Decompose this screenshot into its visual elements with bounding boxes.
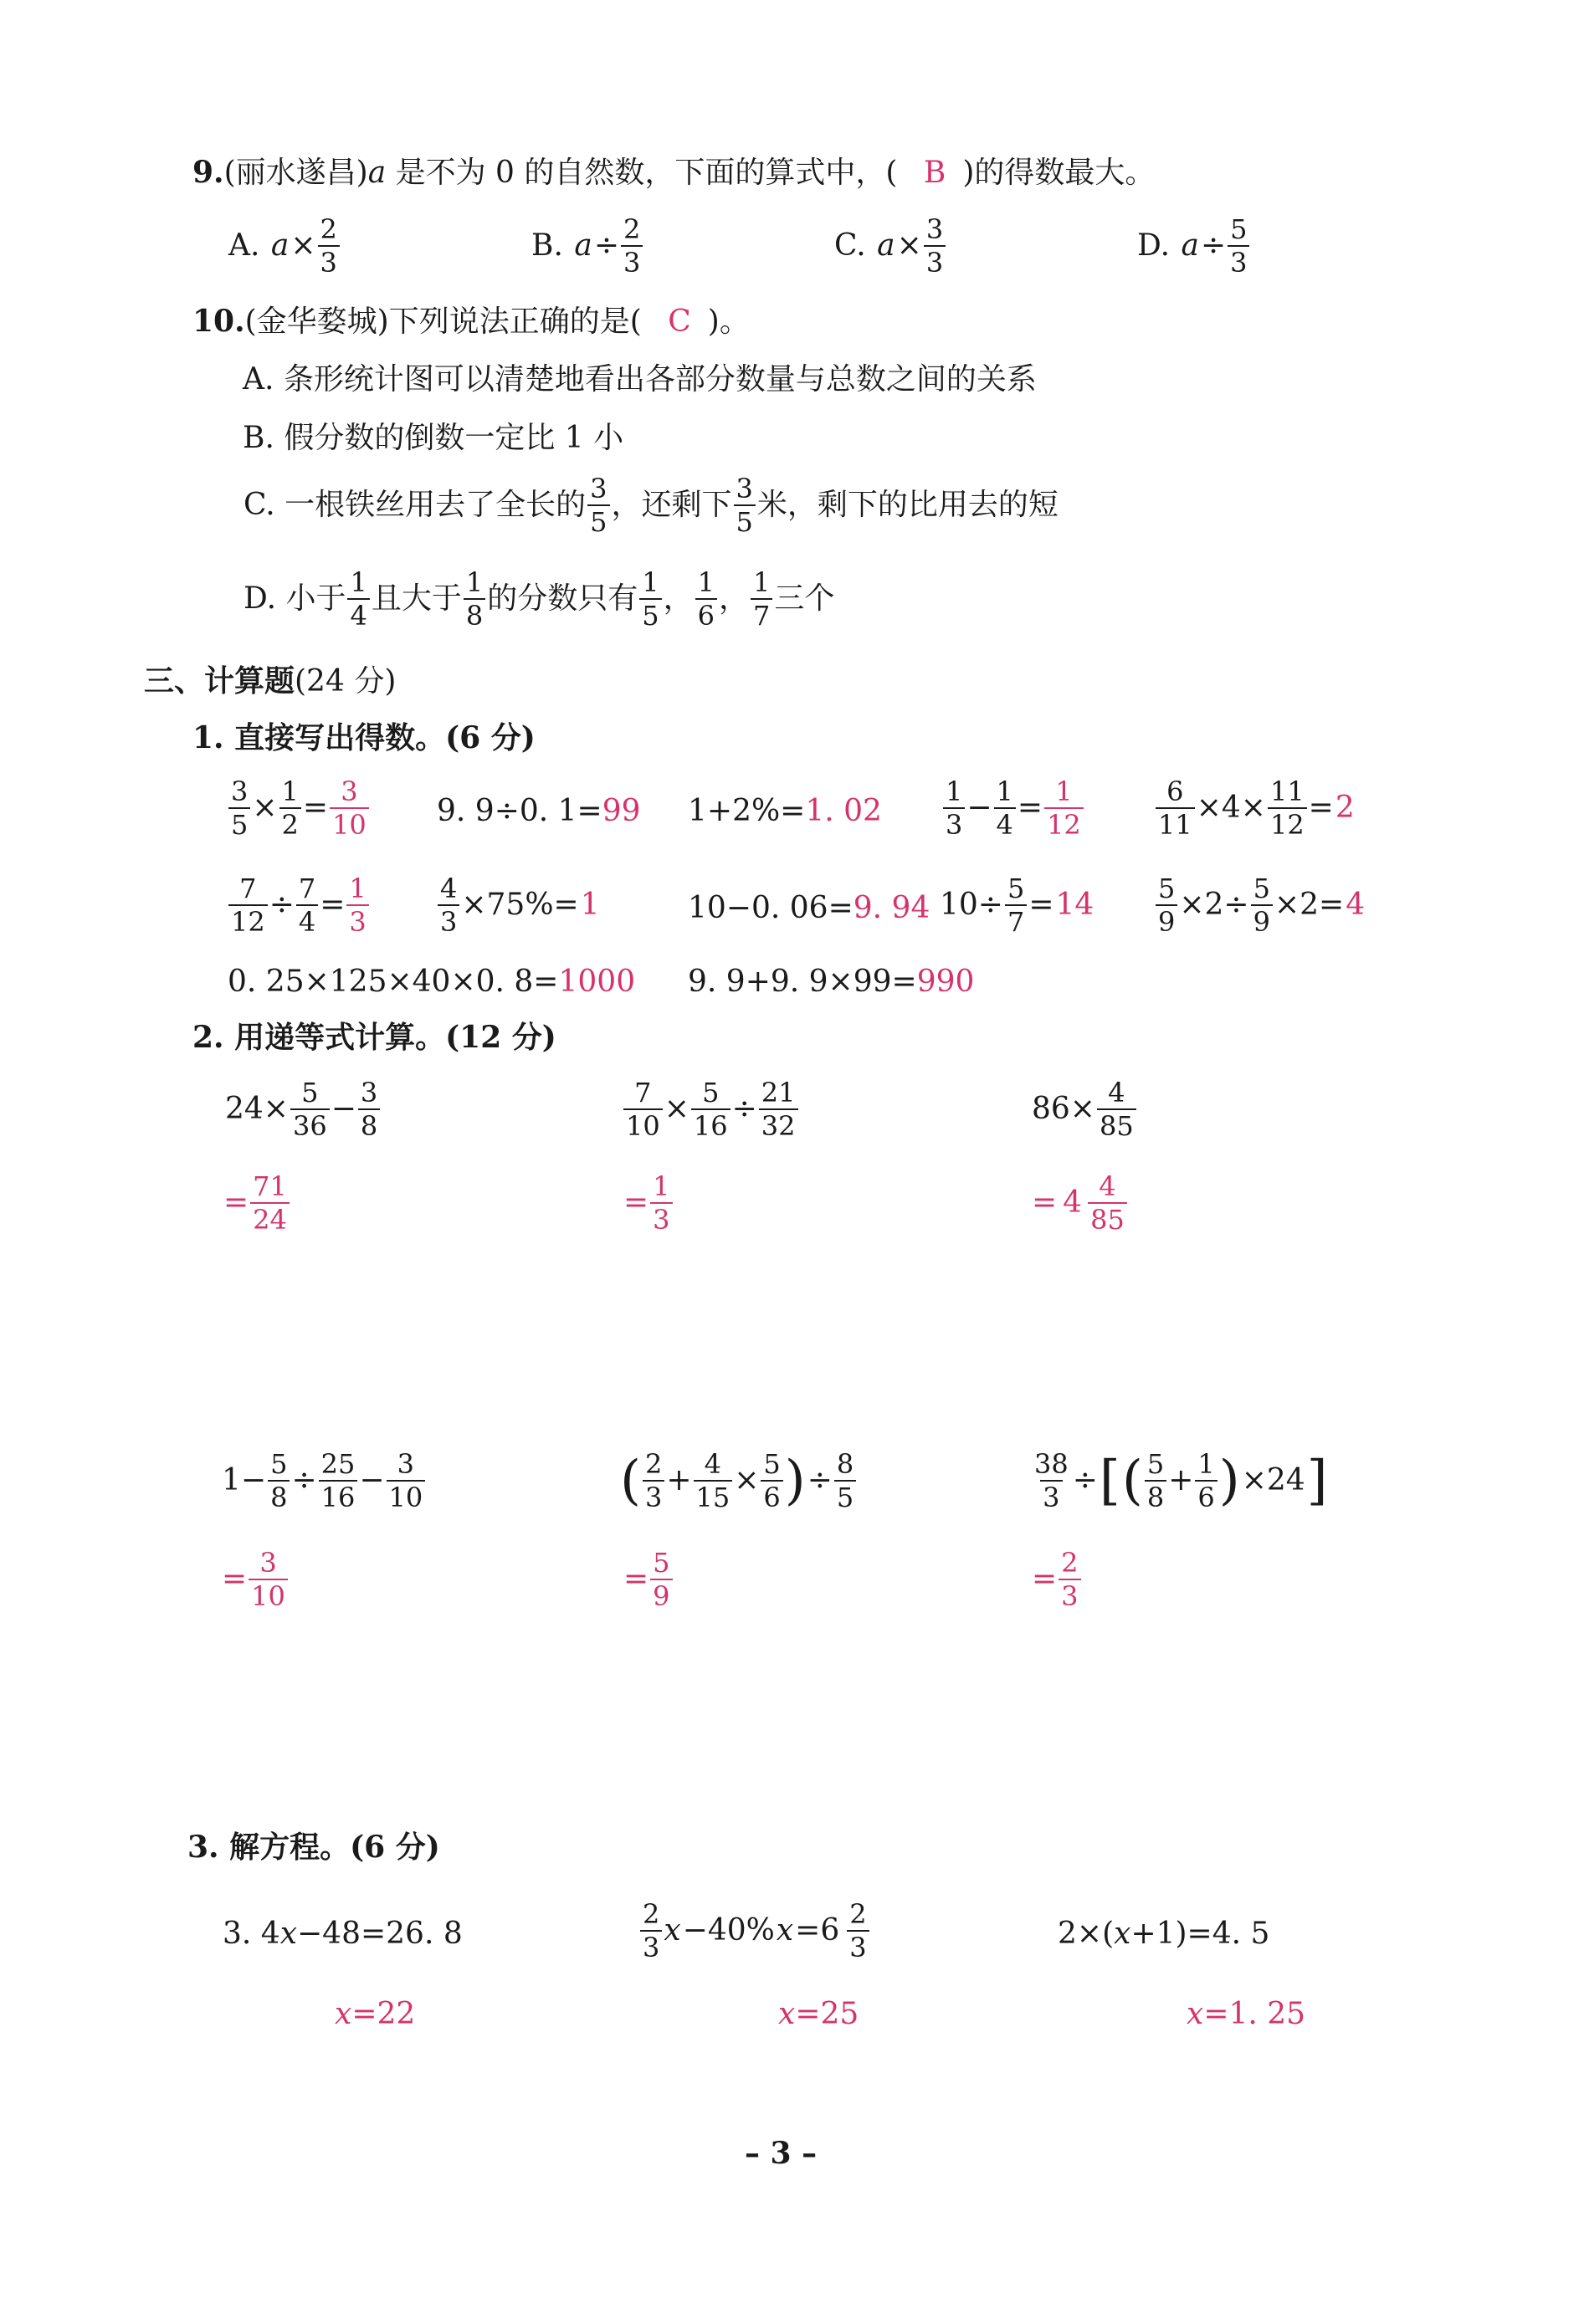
section-score: (24 分): [295, 664, 397, 699]
equals: =: [1032, 1562, 1058, 1596]
denominator: 6: [695, 598, 717, 629]
denominator: 3: [621, 245, 643, 276]
fraction: [1097, 1077, 1136, 1142]
p2-e1-answer: [223, 1170, 290, 1236]
denominator: 3: [1228, 245, 1249, 276]
p1-a5: [1155, 776, 1356, 841]
expression: 10÷: [940, 888, 1003, 922]
fraction: [623, 1077, 663, 1142]
fraction: [438, 873, 459, 938]
denominator: 3: [640, 1930, 662, 1961]
denominator: 7: [1005, 904, 1027, 935]
numerator: 3: [259, 1547, 277, 1579]
denominator: 5: [734, 504, 756, 535]
numerator: 3: [925, 213, 944, 245]
denominator: 6: [1195, 1480, 1217, 1511]
answer-fraction: [330, 776, 369, 841]
answer-fraction: [1044, 776, 1084, 841]
fraction: [318, 213, 340, 279]
left-paren: (: [1121, 1450, 1143, 1512]
operator: +: [1168, 1463, 1194, 1497]
equals: =: [302, 791, 329, 825]
answer: 1: [580, 888, 600, 922]
denominator: 4: [347, 598, 369, 629]
equals: =: [623, 1562, 649, 1596]
operator: −: [359, 1463, 385, 1497]
expression: 3. 4: [223, 1917, 280, 1951]
denominator: 3: [1040, 1480, 1062, 1511]
answer-fraction: [650, 1549, 672, 1610]
p1-a4: [942, 776, 1084, 841]
section-title-text: 三、计算题: [144, 663, 295, 699]
page-number: – 3 –: [745, 2136, 818, 2171]
numerator: 1: [697, 566, 715, 598]
operator: ÷: [807, 1463, 833, 1497]
fraction: [621, 213, 643, 279]
q9-var: a: [367, 156, 387, 190]
operator: −: [966, 791, 992, 825]
option-text: 米，剩下的比用去的短: [756, 488, 1059, 522]
p3-f2-answer: [778, 1999, 859, 2030]
answer: =1. 25: [1203, 1997, 1306, 2031]
p1-b1: [228, 873, 370, 938]
denominator: 3: [1059, 1579, 1080, 1610]
option-label: C.: [834, 228, 866, 263]
q10-stem: [192, 306, 750, 337]
answer: 1000: [558, 965, 636, 999]
fraction: [834, 1448, 856, 1513]
numerator: 5: [763, 1448, 781, 1480]
variable-x: x: [1187, 1997, 1204, 2031]
p2-e3: [1031, 1077, 1137, 1142]
numerator: 7: [634, 1077, 652, 1108]
fraction: [734, 473, 756, 538]
fraction: [759, 1077, 798, 1142]
numerator: 2: [1061, 1547, 1079, 1579]
equals: =: [223, 1185, 249, 1220]
denominator: 6: [761, 1480, 782, 1511]
numerator: 1: [1055, 776, 1073, 807]
denominator: 3: [643, 1480, 664, 1511]
denominator: 3: [943, 807, 965, 838]
fraction: [994, 776, 1016, 841]
numerator: 11: [1269, 776, 1305, 807]
fraction: [228, 776, 250, 841]
p1-b5: [1155, 873, 1366, 938]
operator: +: [666, 1463, 692, 1497]
operator: ÷: [291, 1463, 317, 1497]
fraction: [268, 1448, 290, 1513]
denominator: 3: [318, 245, 340, 276]
denominator: 7: [751, 598, 772, 629]
p2-e5: [619, 1448, 857, 1513]
denominator: 32: [759, 1108, 798, 1139]
numerator: 5: [1007, 873, 1025, 904]
answer: =22: [351, 1997, 416, 2031]
right-paren: ): [1218, 1450, 1240, 1512]
variable-x: x: [664, 1913, 681, 1948]
p2-e2-answer: [623, 1170, 674, 1236]
fraction: [639, 566, 661, 632]
expression: ×2=: [1274, 888, 1345, 922]
fraction: [1032, 1448, 1071, 1513]
numerator: 2: [623, 213, 641, 245]
variable-x: x: [778, 1997, 796, 2031]
fraction: [1251, 873, 1273, 938]
p3-f1-answer: [335, 1999, 415, 2030]
numerator: 3: [231, 776, 249, 807]
variable-x: x: [776, 1913, 794, 1948]
denominator: 9: [1156, 904, 1177, 935]
p2-e5-answer: [623, 1549, 674, 1610]
q9-stem-text: 是不为 0 的自然数，下面的算式中，(: [386, 156, 898, 190]
p1-a1: [228, 776, 370, 841]
denominator: 12: [1268, 807, 1307, 838]
expression: 10−0. 06=: [688, 891, 854, 925]
option-op: ÷: [1200, 228, 1227, 263]
fraction: [1145, 1448, 1166, 1513]
option-label: D.: [1137, 228, 1171, 263]
expression: 0. 25×125×40×0. 8=: [228, 965, 559, 999]
expression: =6: [795, 1913, 840, 1948]
p2-e4: [221, 1448, 426, 1513]
option-var: a: [1181, 228, 1199, 263]
variable-x: x: [335, 1997, 352, 2031]
operator: ×24: [1241, 1463, 1305, 1497]
denominator: 8: [464, 598, 485, 629]
q9-stem: [192, 157, 1155, 188]
answer-fraction: [650, 1170, 672, 1236]
p2-e3-answer: [1031, 1170, 1128, 1236]
expression: 86×: [1032, 1092, 1095, 1126]
denominator: 9: [650, 1579, 672, 1610]
part-1-title: 1. 直接写出得数。(6 分): [192, 720, 536, 755]
denominator: 15: [694, 1480, 733, 1511]
equals: =: [1017, 791, 1043, 825]
denominator: 8: [268, 1480, 290, 1511]
fraction: [1268, 776, 1307, 841]
option-text: ，还剩下: [611, 488, 732, 522]
part-3-title: 3. 解方程。(6 分): [187, 1830, 440, 1865]
numerator: 1: [642, 566, 659, 598]
answer-fraction: [1088, 1170, 1127, 1236]
option-op: ×: [896, 228, 922, 263]
numerator: 8: [836, 1448, 854, 1480]
numerator: 1: [946, 776, 963, 807]
q10-stem-end: )。: [707, 305, 750, 339]
numerator: 5: [653, 1547, 670, 1579]
denominator: 3: [438, 904, 459, 935]
fraction: [1195, 1448, 1217, 1513]
denominator: 11: [1156, 807, 1195, 838]
fraction: [296, 873, 318, 938]
denominator: 10: [623, 1108, 663, 1139]
q10-option-a: A. 条形统计图可以清楚地看出各部分数量与总数之间的关系: [243, 362, 1037, 397]
answer-fraction: [249, 1549, 288, 1610]
q10-option-b: B. 假分数的倒数一定比 1 小: [243, 421, 624, 455]
denominator: 36: [290, 1108, 330, 1139]
expression: −48=26. 8: [297, 1917, 463, 1951]
denominator: 85: [1097, 1108, 1136, 1139]
p2-e6: [1031, 1448, 1329, 1513]
fraction: [358, 1077, 380, 1142]
answer-fraction: [1059, 1549, 1080, 1610]
option-text: C. 一根铁丝用去了全长的: [243, 488, 587, 522]
option-text: 且大于: [371, 581, 462, 616]
equals: =: [222, 1562, 248, 1596]
whole-number: 4: [1063, 1185, 1083, 1220]
denominator: 10: [249, 1579, 288, 1610]
p1-a2: [437, 796, 641, 827]
fraction: [691, 1077, 730, 1142]
section-3-title: [144, 663, 397, 699]
option-op: ÷: [593, 228, 619, 263]
operator: ÷: [269, 888, 295, 922]
numerator: 5: [270, 1448, 288, 1480]
variable-x: x: [279, 1917, 298, 1951]
numerator: 5: [1158, 873, 1176, 904]
answer-fraction: [346, 873, 368, 938]
fraction: [387, 1448, 426, 1513]
equals: =: [320, 888, 346, 922]
answer: 14: [1055, 888, 1094, 922]
numerator: 7: [239, 873, 257, 904]
numerator: 4: [704, 1448, 722, 1480]
fraction: [694, 1448, 733, 1513]
numerator: 6: [1166, 776, 1184, 807]
operator: −: [331, 1092, 356, 1126]
expression: +1)=4. 5: [1130, 1917, 1270, 1951]
p3-f3-answer: [1187, 1999, 1305, 2030]
denominator: 12: [1044, 807, 1084, 838]
left-bracket: [: [1099, 1450, 1120, 1512]
operator: ÷: [1072, 1463, 1098, 1497]
q10-option-d: D. 小于 $\frac{1}{4}$ 且大于 $\frac{1}{8}$ 的分数只有 $\frac{1}{5}$ ， $\frac{1}{6}$ ， $\frac{1}{7}$ 三个: [243, 566, 835, 632]
fraction: [347, 566, 369, 632]
expression: 1−: [222, 1463, 267, 1497]
numerator: 25: [320, 1448, 356, 1480]
numerator: 1: [281, 776, 299, 807]
fraction: [1228, 213, 1249, 279]
numerator: 21: [761, 1077, 796, 1108]
numerator: 2: [849, 1898, 867, 1930]
p3-f1: [223, 1919, 463, 1949]
equals: =: [623, 1185, 649, 1220]
answer: 2: [1335, 791, 1355, 825]
fraction: [464, 566, 485, 632]
numerator: 1: [465, 566, 484, 598]
equals: =: [1028, 888, 1054, 922]
answer: 9. 94: [853, 891, 930, 925]
denominator: 8: [358, 1108, 380, 1139]
numerator: 7: [298, 873, 316, 904]
p3-f2: [639, 1898, 870, 1963]
fraction: [1156, 873, 1177, 938]
q10-source: (金华婺城): [244, 305, 389, 339]
numerator: 5: [1146, 1448, 1165, 1480]
answer: 99: [602, 794, 641, 828]
p1-a3: [688, 796, 882, 827]
q9-option-c: [833, 213, 946, 279]
fraction: [587, 473, 609, 538]
denominator: 3: [650, 1202, 672, 1233]
expression: 9. 9÷0. 1=: [437, 794, 602, 828]
numerator: 3: [341, 776, 358, 807]
numerator: 2: [320, 213, 337, 245]
q9-number: 9.: [192, 155, 224, 190]
numerator: 1: [752, 566, 771, 598]
expression: 24×: [225, 1092, 289, 1126]
left-paren: (: [620, 1450, 641, 1512]
denominator: 3: [924, 245, 946, 276]
numerator: 4: [440, 873, 458, 904]
denominator: 8: [1145, 1480, 1166, 1511]
denominator: 24: [250, 1202, 290, 1233]
fraction: [847, 1898, 869, 1963]
expression: ×75%=: [461, 888, 579, 922]
fraction: [924, 213, 946, 279]
numerator: 4: [1099, 1170, 1116, 1202]
numerator: 3: [360, 1077, 378, 1108]
p1-c1: [228, 967, 635, 997]
fraction: [761, 1448, 782, 1513]
fraction: [751, 566, 772, 632]
numerator: 71: [253, 1170, 287, 1202]
right-paren: ): [784, 1450, 806, 1512]
denominator: 10: [330, 807, 369, 838]
p1-b4: [939, 873, 1094, 938]
expression: 2×(: [1058, 1917, 1115, 1951]
numerator: 3: [736, 473, 753, 504]
numerator: 38: [1034, 1448, 1069, 1480]
fraction: [290, 1077, 330, 1142]
p2-e4-answer: [221, 1549, 289, 1610]
q9-option-b: [531, 213, 643, 279]
equals: =: [1308, 791, 1334, 825]
q10-option-c: [243, 473, 1059, 538]
option-var: a: [270, 228, 290, 263]
p1-b3: [688, 893, 930, 924]
denominator: 16: [691, 1108, 730, 1139]
denominator: 9: [1251, 904, 1273, 935]
expression: 9. 9+9. 9×99=: [688, 965, 917, 999]
operator: ÷: [731, 1092, 757, 1126]
numerator: 2: [643, 1898, 660, 1930]
part-2-title: 2. 用递等式计算。(12 分): [192, 1020, 556, 1055]
operator: ×4×: [1196, 791, 1266, 825]
q10-answer: C: [668, 305, 691, 339]
fraction: [640, 1898, 662, 1963]
numerator: 3: [397, 1448, 415, 1480]
fraction: [228, 873, 268, 938]
option-text: 三个: [774, 581, 835, 616]
denominator: 5: [587, 504, 609, 535]
answer: 1. 02: [805, 794, 882, 828]
denominator: 3: [346, 904, 368, 935]
option-text: D. 小于: [243, 581, 346, 616]
q9-option-d: [1136, 213, 1250, 279]
denominator: 12: [228, 904, 268, 935]
numerator: 1: [349, 873, 367, 904]
q9-stem-end: )的得数最大。: [962, 156, 1156, 190]
answer: 990: [916, 965, 975, 999]
fraction: [943, 776, 965, 841]
operator: ×: [252, 791, 278, 825]
denominator: 4: [296, 904, 318, 935]
p1-b2: [437, 873, 601, 938]
fraction: [279, 776, 301, 841]
fraction: [1156, 776, 1195, 841]
right-bracket: ]: [1306, 1450, 1328, 1512]
fraction: [643, 1448, 664, 1513]
option-text: 的分数只有: [487, 581, 638, 616]
numerator: 5: [1230, 213, 1248, 245]
fraction: [1005, 873, 1027, 938]
p2-e6-answer: [1031, 1549, 1082, 1610]
answer: =25: [795, 1997, 859, 2031]
denominator: 85: [1088, 1202, 1127, 1233]
q10-number: 10.: [192, 304, 245, 339]
option-var: a: [877, 228, 895, 263]
numerator: 4: [1108, 1077, 1125, 1108]
p2-e2: [623, 1077, 799, 1142]
denominator: 5: [639, 598, 661, 629]
option-label: B.: [531, 228, 563, 263]
answer-fraction: [250, 1170, 290, 1236]
p1-c2: [688, 967, 974, 997]
operator: ×: [734, 1463, 760, 1497]
option-op: ×: [290, 228, 316, 263]
variable-x: x: [1114, 1917, 1131, 1951]
expression: −40%: [682, 1913, 775, 1948]
expression: 1+2%=: [688, 794, 806, 828]
fraction: [695, 566, 717, 632]
p2-e1: [224, 1077, 381, 1142]
equals: =: [1032, 1185, 1058, 1220]
operator: ×2÷: [1179, 888, 1249, 922]
denominator: 10: [387, 1480, 426, 1511]
numerator: 5: [1253, 873, 1270, 904]
q9-source: (丽水遂昌): [223, 156, 368, 190]
option-var: a: [574, 228, 592, 263]
numerator: 1: [1197, 1448, 1215, 1480]
denominator: 16: [319, 1480, 358, 1511]
option-label: A.: [228, 228, 260, 263]
numerator: 5: [301, 1077, 319, 1108]
denominator: 5: [228, 807, 250, 838]
numerator: 2: [644, 1448, 663, 1480]
denominator: 2: [279, 807, 301, 838]
denominator: 3: [847, 1930, 869, 1961]
numerator: 5: [702, 1077, 720, 1108]
p3-f3: [1058, 1919, 1269, 1949]
numerator: 1: [653, 1170, 670, 1202]
q9-option-a: [228, 213, 341, 279]
operator: ×: [664, 1092, 689, 1126]
fraction: [319, 1448, 358, 1513]
denominator: 4: [994, 807, 1016, 838]
q10-stem-text: 下列说法正确的是(: [388, 305, 642, 339]
q9-answer: B: [923, 156, 946, 190]
denominator: 5: [834, 1480, 856, 1511]
numerator: 3: [590, 473, 607, 504]
answer: 4: [1346, 888, 1366, 922]
numerator: 1: [996, 776, 1013, 807]
numerator: 1: [350, 566, 367, 598]
